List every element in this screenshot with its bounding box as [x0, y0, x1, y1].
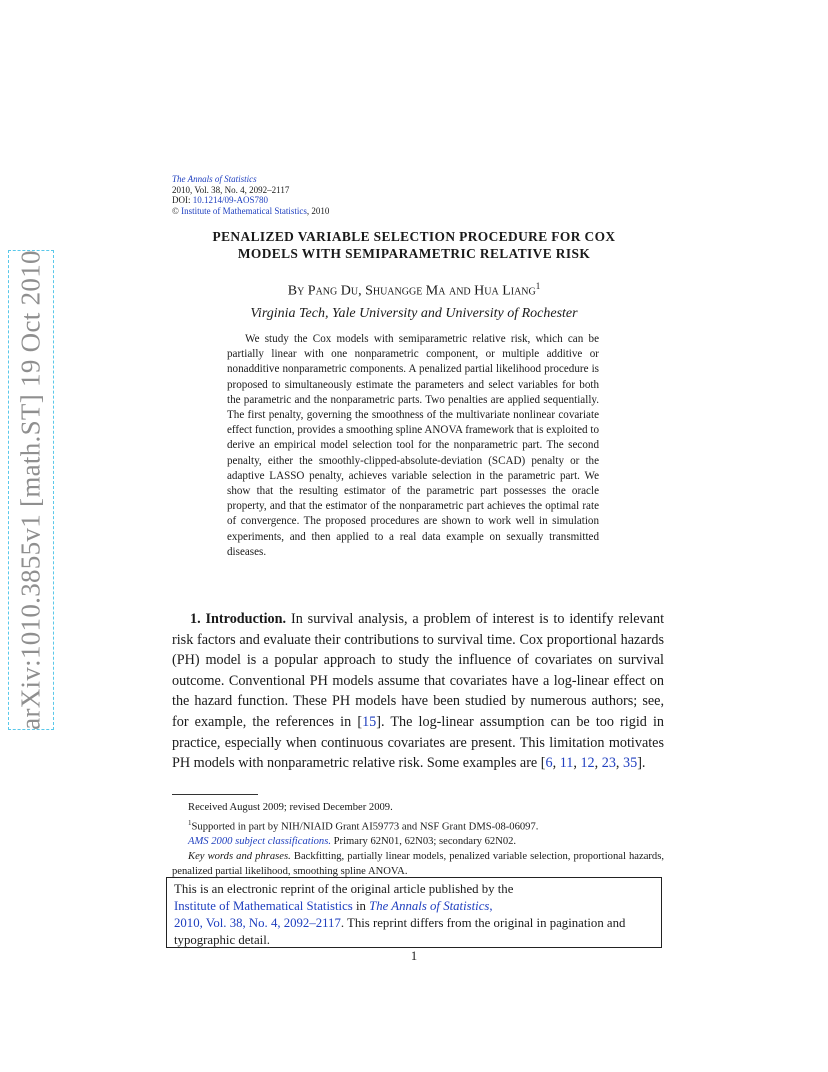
citation-link[interactable]: 15 — [362, 713, 377, 730]
ams-codes: Primary 62N01, 62N03; secondary 62N02. — [331, 836, 517, 848]
keywords — [172, 850, 664, 880]
journal-name-link[interactable]: The Annals of Statistics — [172, 174, 257, 184]
support-footnote-mark: 1 — [188, 818, 192, 827]
citation-details-link[interactable]: 2010, Vol. 38, No. 4, 2092–2117 — [174, 916, 341, 930]
received-note: Received August 2009; revised December 2009. — [188, 802, 393, 813]
institute-link[interactable]: Institute of Mathematical Statistics — [174, 899, 353, 913]
reprint-text-1: This is an electronic reprint of the original article published by the — [174, 882, 514, 896]
reprint-notice — [166, 877, 662, 948]
journal-link[interactable]: The Annals of Statistics — [369, 899, 490, 913]
keywords-text: Backfitting, partially linear models, penalized variable selection, proportional hazards, penalized partial likelihood, smoothing spline ANOVA. — [172, 850, 664, 877]
journal-volume: 2010, Vol. 38, No. 4, 2092–2117 — [172, 184, 290, 195]
author-footnote-mark: 1 — [535, 281, 541, 291]
affiliations: Virginia Tech, Yale University and University of Rochester — [250, 306, 578, 321]
reprint-text-2: . This reprint differs from the original in pagination and typographic detail. — [174, 916, 626, 947]
ams-classification — [172, 835, 664, 850]
intro-text-end: ]. — [637, 755, 646, 772]
doi-label: DOI: — [172, 195, 193, 205]
reprint-in-word: in — [352, 899, 370, 913]
reprint-comma: , — [489, 899, 493, 913]
footnote-divider — [172, 794, 258, 795]
citation-link[interactable]: 12 — [580, 755, 595, 772]
page-number: 1 — [410, 949, 418, 963]
paper-title — [160, 229, 668, 262]
intro-text-2: ]. The log-linear assumption can be too rigid in practice, especially when continuous covariates are present. This limitation motivates PH models with nonparametric relative risk. Some examples are [ — [172, 713, 665, 772]
arxiv-identifier: arXiv:1010.3855v1 [math.ST] 19 Oct 2010 — [15, 250, 46, 730]
intro-text-1: In survival analysis, a problem of interest is to identify relevant risk factors and evaluate their contributions to survival time. Cox proportional hazards (PH) model is a popular approach to study the influence of covariates on survival outcome. Conventional PH models assume that covariates have a log-linear effect on the hazard function. These PH models have been studied by numerous authors; see, for example, the references in [ — [172, 611, 665, 730]
ams-classification-link[interactable]: AMS 2000 subject classifications. — [188, 836, 332, 848]
introduction-paragraph: 1. Introduction. In survival analysis, a problem of interest is to identify relevant risk factors and evaluate their contributions to survival time. Cox proportional hazards (PH) model is a popular approach to study the influence of covariates on survival outcome. Conventional PH models assume that covariates have a log-linear effect on the hazard function. These PH models have been studied by numerous authors; see, for example, the references in [15]. The log-linear assumption can be too rigid in practice, especially when continuous covariates are present. This limitation motivates PH models with nonparametric relative risk. Some examples are [6, 11, 12, 23, 35]. — [172, 611, 665, 772]
journal-header — [172, 174, 329, 216]
section-heading: 1. Introduction. — [190, 611, 287, 627]
arxiv-identifier-stamp — [8, 250, 54, 730]
copyright-icon: © — [172, 205, 179, 216]
footnotes — [172, 801, 664, 880]
citation-link[interactable]: 11 — [559, 755, 574, 772]
citation-link[interactable]: 35 — [623, 755, 638, 772]
doi-link[interactable]: 10.1214/09-AOS780 — [192, 195, 269, 205]
copyright-year: , 2010 — [306, 205, 330, 216]
abstract: We study the Cox models with semiparametric relative risk, which can be partially linear with one nonparametric component, or multiple additive or nonadditive nonparametric components. A penalized partial likelihood procedure is proposed to simultaneously estimate the parameters and select variables for both the parametric and the nonparametric parts. Two penalties are applied sequentially. The first penalty, governing the smoothness of the multivariate nonlinear covariate effect function, provides a smoothing spline ANOVA framework that is exploited to derive an empirical model selection tool for the nonparametric part. The second penalty, either the smoothly-clipped-absolute-deviation (SCAD) penalty or the adaptive LASSO penalty, achieves variable selection in the parametric part. We show that the resulting estimator of the parametric part possesses the oracle property, and that the estimator of the nonparametric part achieves the optimal rate of convergence. The proposed procedures are shown to work well in simulation experiments, and then applied to a real data example on sexually transmitted diseases. — [227, 333, 599, 558]
title-line-2: MODELS WITH SEMIPARAMETRIC RELATIVE RISK — [237, 245, 591, 261]
support-text: Supported in part by NIH/NIAID Grant AI59773 and NSF Grant DMS-08-06097. — [191, 821, 539, 833]
citation-link[interactable]: 23 — [601, 755, 616, 772]
citation-link[interactable]: 6 — [545, 755, 553, 772]
keywords-label: Key words and phrases. — [188, 850, 291, 862]
publisher-link[interactable]: Institute of Mathematical Statistics — [181, 205, 307, 216]
title-line-1: PENALIZED VARIABLE SELECTION PROCEDURE FOR COX — [212, 229, 616, 244]
support-note — [172, 816, 664, 835]
author-names: By Pang Du, Shuangge Ma and Hua Liang — [287, 283, 536, 299]
author-line — [160, 281, 668, 300]
